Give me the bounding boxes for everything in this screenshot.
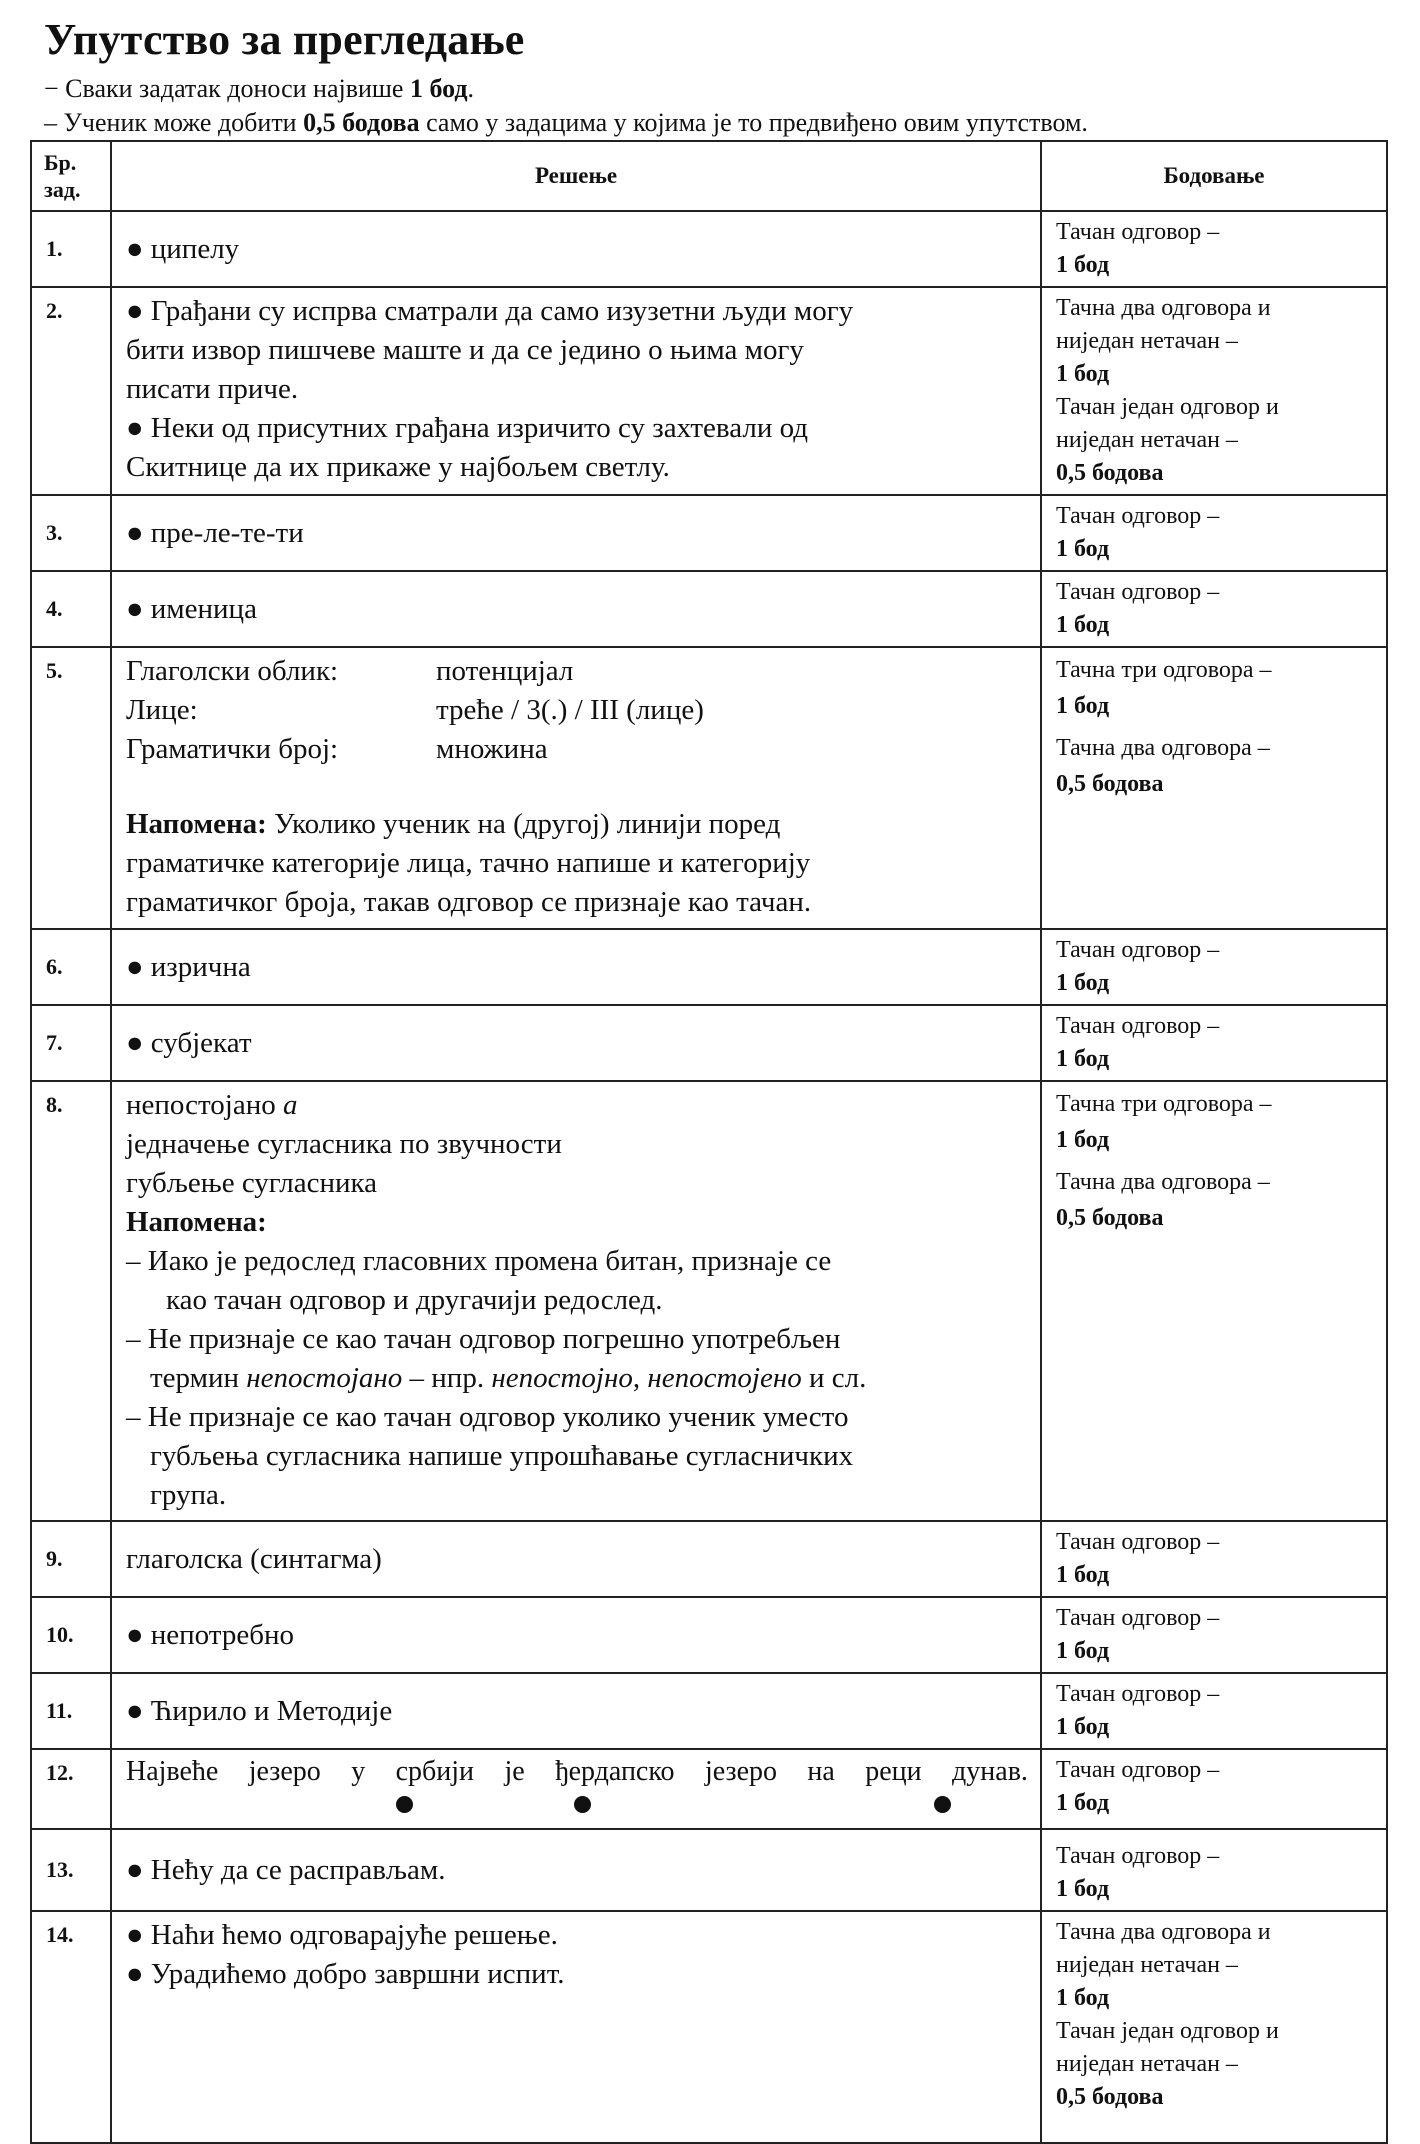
task-number: 1. [31,211,111,287]
sentence-word: Највеће [126,1756,219,1787]
solution-cell [111,1005,1041,1081]
task-number: 6. [31,929,111,1005]
grammar-value: треће / 3(.) / III (лице) [436,694,704,726]
solution-line [126,1086,1028,1125]
table-row [31,647,1387,929]
points-line: Тачан одговор – [1056,1757,1220,1783]
sentence-word: србији [395,1756,475,1787]
note-italic: непостојно [491,1362,633,1394]
solution-cell [111,929,1041,1005]
solution-cell [111,495,1041,571]
points-alt-value: 0,5 бодова [1056,2084,1164,2110]
solution-line: писати приче. [126,373,299,405]
intro-line-2-end: само у задацима у којима је то предвиђено овим упутством. [419,108,1088,137]
header-num-line-1: Бр. [44,150,77,175]
points-cell [1041,211,1387,287]
sentence-word: језеро [248,1756,321,1787]
solution-line: глаголска (синтагма) [126,1542,382,1575]
points-value: 1 бод [1056,536,1110,562]
table-row [31,1829,1387,1911]
task-number: 3. [31,495,111,571]
points-line: Тачан одговор – [1056,937,1220,963]
solution-cell [111,1597,1041,1673]
grammar-row [126,691,704,730]
points-line: Тачан одговор – [1056,1605,1220,1631]
points-line: Тачна два одговора и [1056,295,1271,321]
solution-line: ● Неки од присутних грађана изричито су захтевали од [126,412,809,444]
table-row [31,211,1387,287]
sentence-word: дунав. [952,1756,1028,1787]
points-cell [1041,929,1387,1005]
intro-line-1-bold: 1 бод [409,74,468,103]
note-line: граматичког броја, такав одговор се признаје као тачан. [126,886,812,918]
points-line: Тачан одговор – [1056,1843,1220,1869]
solution-line: ● ципелу [126,232,240,265]
table-row [31,929,1387,1005]
task-number: 5. [31,647,111,929]
note-label: Напомена: [126,1206,267,1238]
task-number: 4. [31,571,111,647]
points-cell [1041,1005,1387,1081]
task-number: 7. [31,1005,111,1081]
points-cell [1041,1597,1387,1673]
points-line: Тачан одговор – [1056,579,1220,605]
solution-line: ● непотребно [126,1618,294,1651]
solution-line: бити извор пишчеве маште и да се једино о њима могу [126,334,804,366]
task-number: 9. [31,1521,111,1597]
table-row [31,495,1387,571]
points-value: 1 бод [1056,1046,1110,1072]
table-header-row [31,141,1387,211]
points-alt-line: Тачна два одговора – [1056,1169,1270,1195]
grammar-row [126,652,704,691]
correction-dot [934,1796,951,1813]
sentence-word: језеро [704,1756,777,1787]
table-row [31,1749,1387,1829]
solution-line: ● Наћи ћемо одговарајуће решење. [126,1919,558,1951]
points-value: 1 бод [1056,693,1110,719]
note-text: , [632,1362,648,1394]
intro-line-1-text: − Сваки задатак доноси највише [44,74,410,103]
points-cell [1041,1911,1387,2143]
note-text: термин [150,1362,247,1394]
sentence-word: је [504,1756,525,1787]
page-title: Упутство за прегледање [44,15,525,64]
intro-line-1-end: . [467,74,475,103]
grammar-row [126,730,704,769]
points-value: 1 бод [1056,612,1110,638]
points-line: ниједан нетачан – [1056,328,1238,354]
points-cell [1041,1521,1387,1597]
points-value: 1 бод [1056,1876,1110,1902]
points-cell [1041,1749,1387,1829]
note-label: Напомена: [126,808,267,840]
note-line: граматичке категорије лица, тачно напише и категорију [126,847,811,879]
table-row [31,1005,1387,1081]
solution-line: једначење сугласника по звучности [126,1128,562,1160]
solution-cell [111,1911,1041,2143]
points-cell [1041,287,1387,495]
task-number: 2. [31,287,111,495]
task-number: 12. [31,1749,111,1829]
note-line: – Не признаје се као тачан одговор погрешно употребљен [126,1323,841,1355]
solution-line: ● Урадићемо добро завршни испит. [126,1958,565,1990]
points-alt-line: Тачан један одговор и [1056,394,1279,420]
note-italic: непостојано [246,1362,403,1394]
points-line: Тачан одговор – [1056,503,1220,529]
points-value: 1 бод [1056,1790,1110,1816]
solution-line: ● Ћирило и Методије [126,1694,393,1727]
intro-line-2-text: – Ученик може добити [44,108,304,137]
points-line: Тачан одговор – [1056,1013,1220,1039]
table-row [31,1081,1387,1521]
sentence-word: на [807,1756,835,1787]
solution-line: ● именица [126,592,257,625]
points-value: 1 бод [1056,1562,1110,1588]
grammar-value: множина [436,733,548,765]
task-number: 8. [31,1081,111,1521]
solution-cell [111,647,1041,929]
grading-table [30,140,1388,2144]
header-num-line-2: зад. [44,177,81,202]
sentence-words [126,1754,1028,1790]
note-text: – нпр. [402,1362,492,1394]
table-row [31,287,1387,495]
intro-line-2-bold: 0,5 бодова [303,108,420,137]
points-line: Тачан одговор – [1056,219,1220,245]
note-line: група. [150,1479,227,1511]
points-line: Тачна два одговора и [1056,1919,1271,1945]
grammar-key: Граматички број: [126,733,339,765]
solution-cell [111,1081,1041,1521]
correction-markers [126,1790,1028,1824]
solution-cell [111,571,1041,647]
table-row [31,1521,1387,1597]
table-row [31,1597,1387,1673]
points-cell [1041,1081,1387,1521]
note-line [126,805,1028,844]
points-alt-line: Тачан један одговор и [1056,2018,1279,2044]
table-row [31,1673,1387,1749]
solution-text: непостојано [126,1089,283,1121]
correction-dot [574,1796,591,1813]
solution-line: ● Грађани су испрва сматрали да само изузетни људи могу [126,295,854,327]
note-text: и сл. [801,1362,867,1394]
points-cell [1041,571,1387,647]
points-line: Тачна три одговора – [1056,657,1272,683]
points-line: Тачан одговор – [1056,1681,1220,1707]
points-value: 1 бод [1056,1638,1110,1664]
points-line: ниједан нетачан – [1056,1952,1238,1978]
solution-line: ● Нећу да се расправљам. [126,1853,446,1886]
sentence-word: реци [865,1756,922,1787]
solution-cell [111,1521,1041,1597]
intro-line-1 [44,74,474,104]
note-line: као тачан одговор и другачији редослед. [166,1284,663,1316]
header-solution: Решење [111,141,1041,211]
note-italic: непостојено [647,1362,802,1394]
header-task-number [31,141,111,211]
solution-line: ● пре-ле-те-ти [126,516,304,549]
table-row [31,571,1387,647]
solution-line: ● субјекат [126,1026,252,1059]
note-line: – Не признаје се као тачан одговор уколико ученик уместо [126,1401,849,1433]
task-number: 14. [31,1911,111,2143]
note-text: Уколико ученик на (другој) линији поред [266,808,781,840]
points-line: Тачна три одговора – [1056,1091,1272,1117]
points-value: 1 бод [1056,1127,1110,1153]
task-number: 11. [31,1673,111,1749]
points-cell [1041,1673,1387,1749]
header-points: Бодовање [1041,141,1387,211]
solution-line: ● изрична [126,950,251,983]
points-alt-line: Тачна два одговора – [1056,735,1270,761]
points-value: 1 бод [1056,252,1110,278]
points-cell [1041,495,1387,571]
solution-cell [111,1673,1041,1749]
points-value: 1 бод [1056,1985,1110,2011]
solution-cell [111,1749,1041,1829]
points-alt-value: 0,5 бодова [1056,771,1164,797]
grammar-grid [126,652,704,769]
points-alt-value: 0,5 бодова [1056,460,1164,486]
table-row [31,1911,1387,2143]
note-line [126,1359,1028,1398]
solution-cell [111,287,1041,495]
grammar-key: Глаголски облик: [126,655,339,687]
task-number: 10. [31,1597,111,1673]
points-line: Тачан одговор – [1056,1529,1220,1555]
intro-line-2 [44,108,1088,138]
points-value: 1 бод [1056,970,1110,996]
sentence-word: у [351,1756,366,1787]
points-alt-value: 0,5 бодова [1056,1205,1164,1231]
sentence-word: ђердапско [555,1756,675,1787]
solution-cell [111,211,1041,287]
solution-line: Скитнице да их прикаже у најбољем светлу. [126,451,670,483]
solution-cell [111,1829,1041,1911]
note-line: – Иако је редослед гласовних промена битан, признаје се [126,1245,832,1277]
points-cell [1041,647,1387,929]
solution-italic: а [283,1089,298,1121]
solution-line: губљење сугласника [126,1167,378,1199]
points-cell [1041,1829,1387,1911]
grammar-value: потенцијал [436,655,574,687]
correction-dot [396,1796,413,1813]
points-alt-line: ниједан нетачан – [1056,427,1238,453]
task-number: 13. [31,1829,111,1911]
grammar-key: Лице: [126,694,198,726]
points-value: 1 бод [1056,1714,1110,1740]
points-alt-line: ниједан нетачан – [1056,2051,1238,2077]
note-line: губљења сугласника напише упрошћавање сугласничких [150,1440,854,1472]
points-value: 1 бод [1056,361,1110,387]
